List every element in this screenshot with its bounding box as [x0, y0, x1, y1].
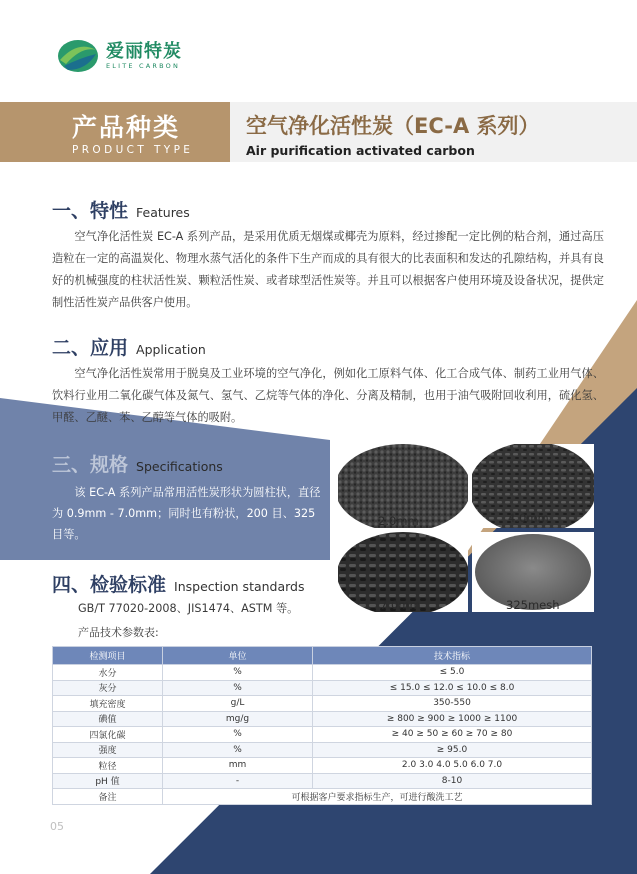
- table-note-text: 可根据客户要求指标生产，可进行酸洗工艺: [163, 789, 592, 805]
- table-header-cell: 单位: [163, 647, 313, 665]
- specifications-heading-en: Specifications: [136, 459, 223, 474]
- features-heading-en: Features: [136, 205, 190, 220]
- table-header-cell: 技术指标: [313, 647, 592, 665]
- application-heading: [52, 333, 206, 360]
- table-row: [53, 696, 592, 712]
- photo-label-325mesh: 325mesh: [506, 598, 560, 612]
- table-cell: -: [163, 773, 313, 789]
- inspection-heading-en: Inspection standards: [174, 579, 305, 594]
- table-cell: 粒径: [53, 758, 163, 774]
- application-text: 空气净化活性炭常用于脱臭及工业环境的空气净化，例如化工原料气体、化工合成气体、制药工业用气体、饮料行业用二氧化碳气体及氮气、氢气、乙烷等气体的净化、分离及精制，也用于油气吸附回收利用，硫化氢、甲醛、乙醚、苯、乙醇等气体的吸附。: [52, 367, 604, 424]
- table-note-row: [53, 789, 592, 805]
- features-heading-cn: 一、特性: [52, 200, 129, 222]
- table-cell: 8-10: [313, 773, 592, 789]
- photo-label-2mm: 2.0mm: [378, 514, 419, 528]
- page-number: 05: [50, 820, 64, 833]
- table-cell: 填充密度: [53, 696, 163, 712]
- category-title-cn: 产品种类: [72, 113, 181, 142]
- table-cell: %: [163, 680, 313, 696]
- table-cell: g/L: [163, 696, 313, 712]
- table-cell: 灰分: [53, 680, 163, 696]
- brand-name-en: ELITE CARBON: [106, 62, 181, 70]
- table-cell: ≥ 40 ≥ 50 ≥ 60 ≥ 70 ≥ 80: [313, 727, 592, 743]
- table-row: [53, 711, 592, 727]
- table-row: [53, 758, 592, 774]
- spec-table: [52, 646, 592, 805]
- product-title-cn: 空气净化活性炭（EC-A 系列）: [246, 114, 540, 138]
- table-cell: pH 值: [53, 773, 163, 789]
- table-cell: ≤ 5.0: [313, 665, 592, 681]
- inspection-heading-cn: 四、检验标准: [52, 574, 167, 596]
- product-title-en: Air purification activated carbon: [246, 143, 475, 158]
- table-cell: 四氯化碳: [53, 727, 163, 743]
- table-cell: 350-550: [313, 696, 592, 712]
- inspection-standards: GB/T 77020-2008、JIS1474、ASTM 等。: [78, 602, 299, 615]
- table-cell: %: [163, 727, 313, 743]
- table-row: [53, 773, 592, 789]
- table-cell: ≥ 800 ≥ 900 ≥ 1000 ≥ 1100: [313, 711, 592, 727]
- category-title-en: PRODUCT TYPE: [72, 144, 194, 156]
- table-cell: mg/g: [163, 711, 313, 727]
- table-cell: %: [163, 665, 313, 681]
- table-row: [53, 665, 592, 681]
- specifications-heading: [52, 450, 223, 477]
- table-cell: 水分: [53, 665, 163, 681]
- photo-label-7mm: 7.0mm: [380, 598, 421, 612]
- brand-name-cn: 爱丽特炭: [106, 41, 182, 62]
- features-text: 空气净化活性炭 EC-A 系列产品，是采用优质无烟煤或椰壳为原料，经过掺配一定比例的粘合剂，通过高压造粒在一定的高温炭化、物理水蒸气活化的条件下生产而成的具有很大的比表面积和发达的孔隙结构，并具有良好的机械强度的柱状活性炭、颗粒活性炭、或者球型活性炭等。并且可以根据客户使用环境及设备状况，提供定制性活性炭产品供客户使用。: [52, 230, 604, 309]
- application-heading-cn: 二、应用: [52, 337, 129, 359]
- table-cell: 强度: [53, 742, 163, 758]
- table-header-cell: 检测项目: [53, 647, 163, 665]
- specifications-heading-cn: 三、规格: [52, 454, 129, 476]
- inspection-heading: [52, 570, 305, 597]
- table-cell: 2.0 3.0 4.0 5.0 6.0 7.0: [313, 758, 592, 774]
- brand-logo: [56, 36, 182, 76]
- table-caption: 产品技术参数表:: [78, 626, 159, 639]
- table-cell: 碘值: [53, 711, 163, 727]
- application-heading-en: Application: [136, 342, 206, 357]
- table-note-label: 备注: [53, 789, 163, 805]
- table-header-row: [53, 647, 592, 665]
- specifications-text: 该 EC-A 系列产品常用活性炭形状为圆柱状，直径为 0.9mm - 7.0mm；同时也有粉状，200 目、325 目等。: [52, 486, 321, 541]
- table-row: [53, 727, 592, 743]
- leaf-logo-icon: [56, 36, 100, 76]
- table-row: [53, 742, 592, 758]
- features-heading: [52, 196, 190, 223]
- table-cell: ≤ 15.0 ≤ 12.0 ≤ 10.0 ≤ 8.0: [313, 680, 592, 696]
- table-cell: %: [163, 742, 313, 758]
- table-cell: mm: [163, 758, 313, 774]
- photo-label-4mm: 4.0mm: [508, 511, 549, 525]
- table-row: [53, 680, 592, 696]
- table-cell: ≥ 95.0: [313, 742, 592, 758]
